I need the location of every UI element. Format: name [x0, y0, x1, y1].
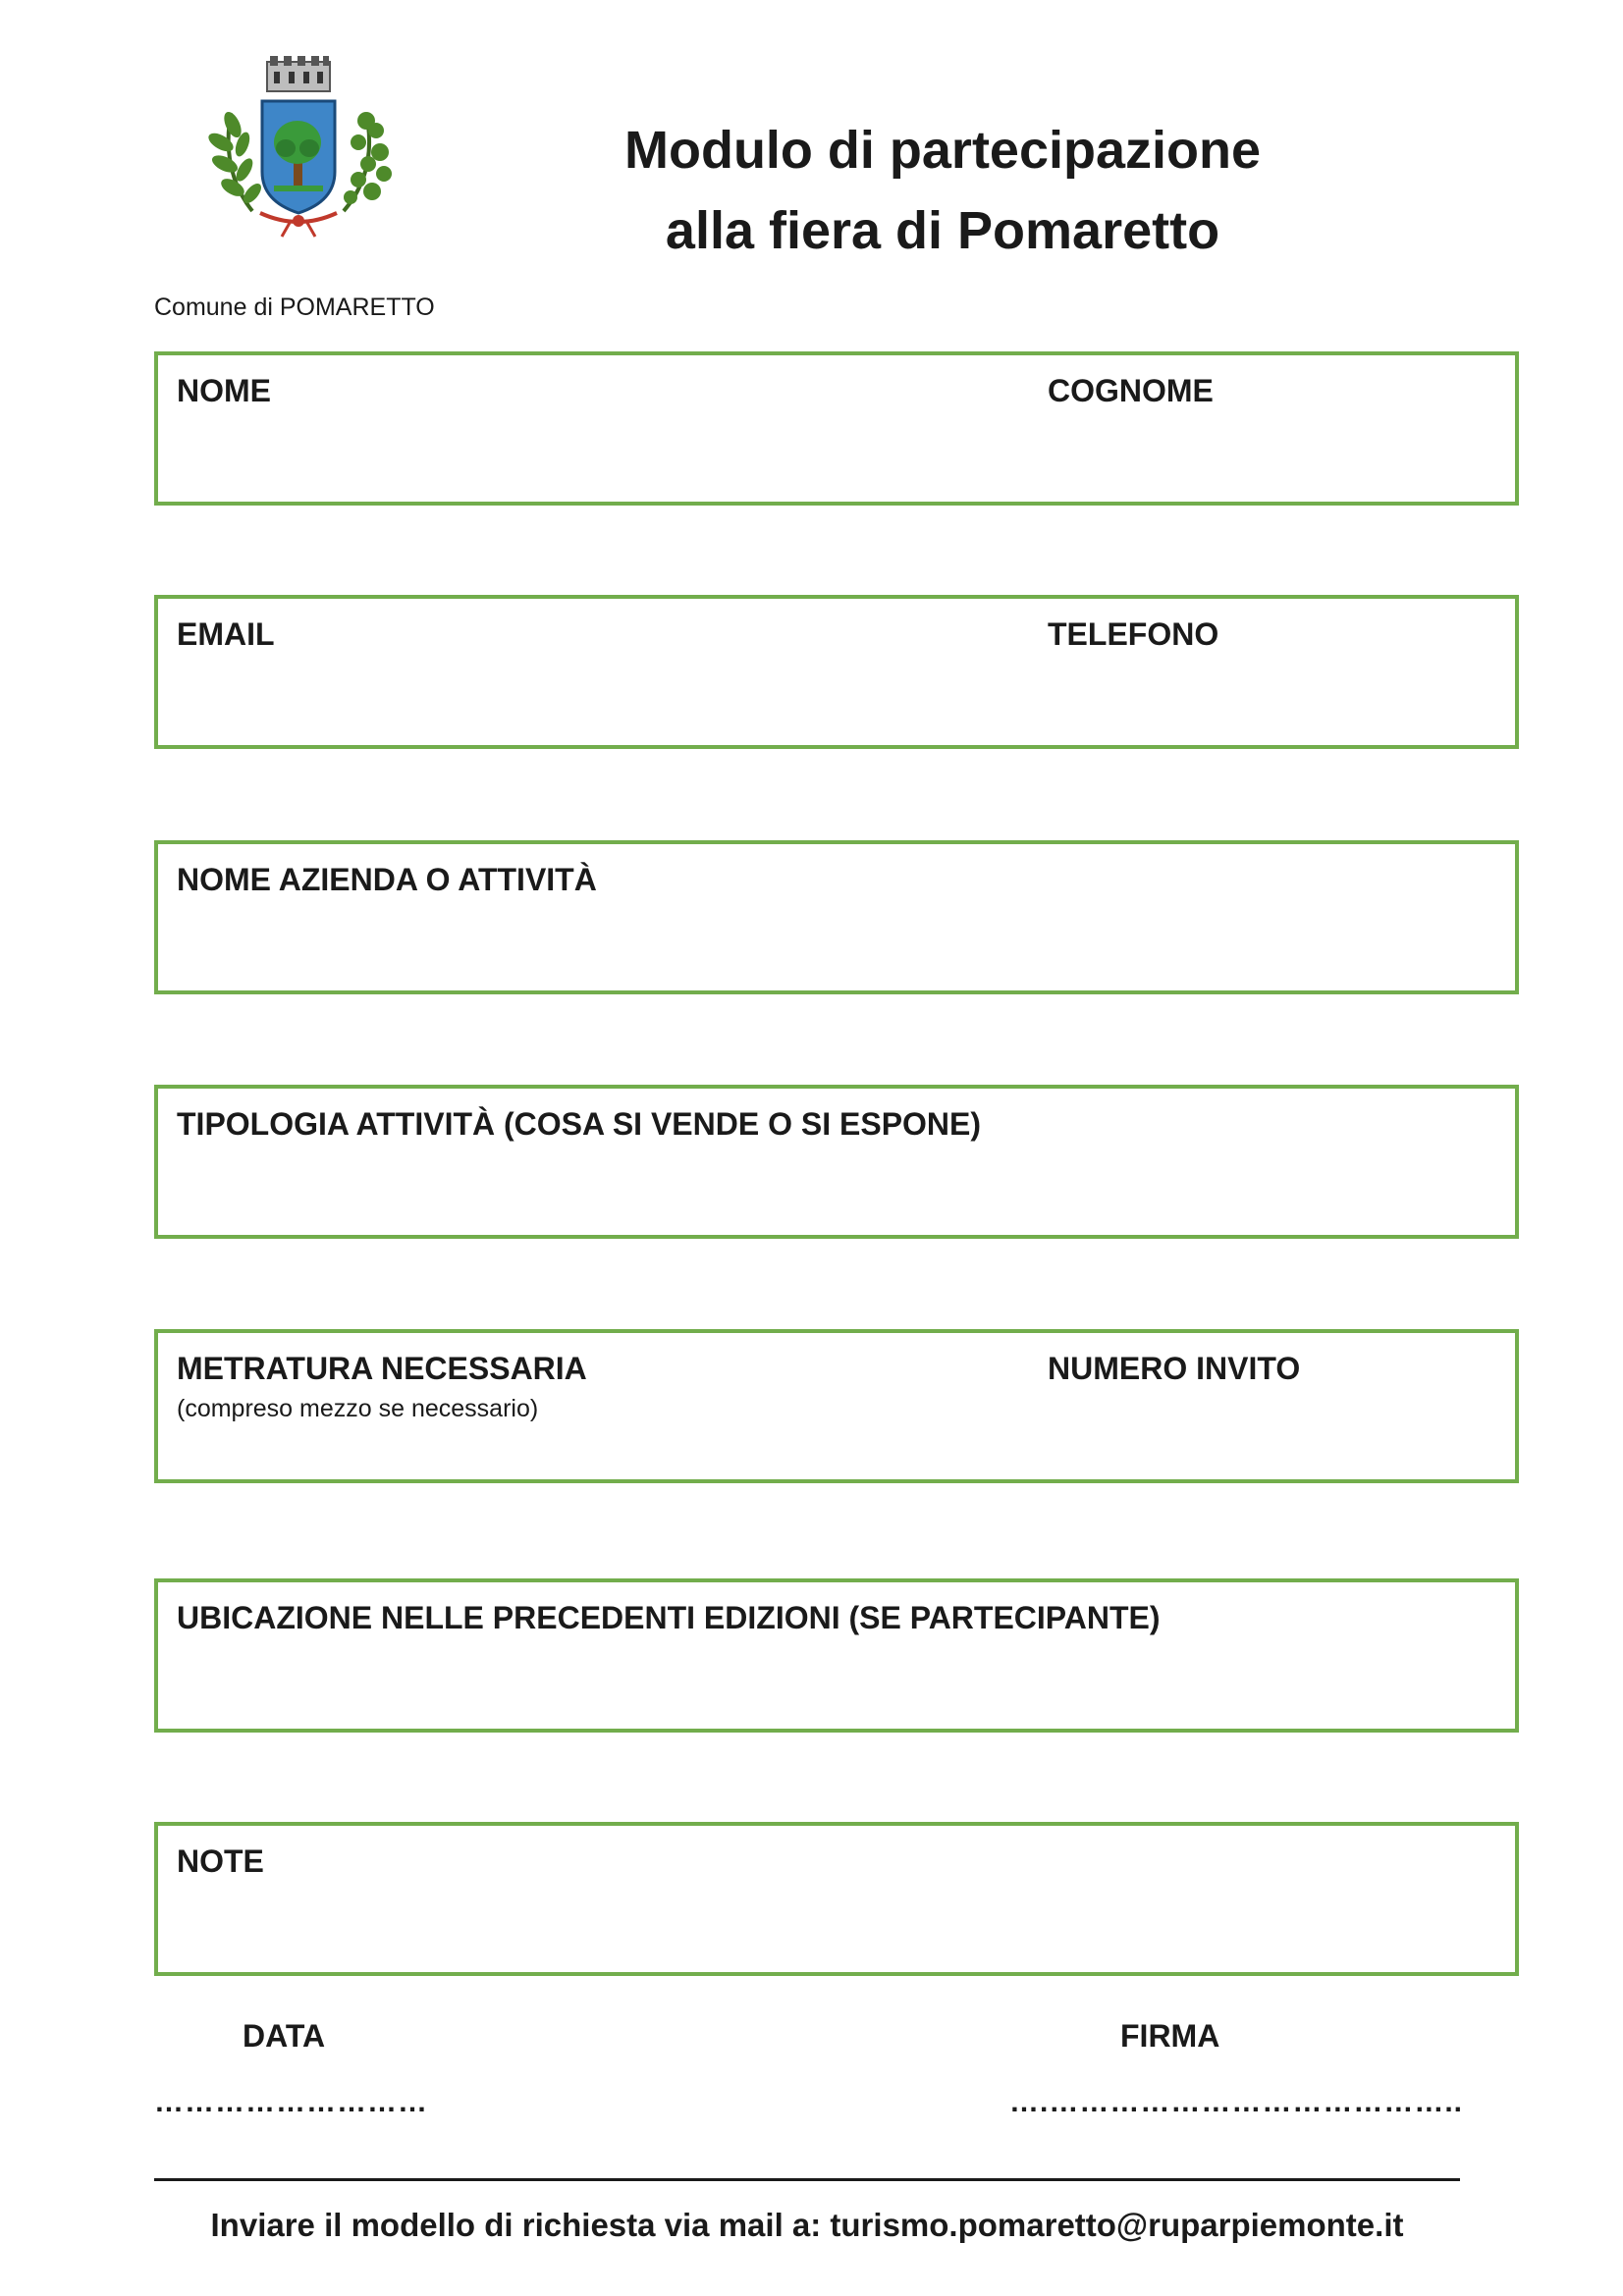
tipologia-label: TIPOLOGIA ATTIVITÀ (COSA SI VENDE O SI ESPONE) [177, 1106, 982, 1142]
tipologia-field-box[interactable] [154, 1085, 1519, 1239]
azienda-label: NOME AZIENDA O ATTIVITÀ [177, 862, 597, 897]
telefono-label: TELEFONO [1048, 616, 1219, 652]
metratura-label: METRATURA NECESSARIA [177, 1351, 587, 1386]
azienda-field-box[interactable] [154, 840, 1519, 994]
nome-label: NOME [177, 373, 271, 408]
firma-signature-line[interactable]: ….………………………………….. [1009, 2086, 1464, 2118]
numero-invito-label: NUMERO INVITO [1048, 1351, 1301, 1386]
metratura-fields-box[interactable] [154, 1329, 1519, 1483]
email-label: EMAIL [177, 616, 275, 652]
contact-fields-box[interactable] [154, 595, 1519, 749]
footer-instructions: Inviare il modello di richiesta via mail a: turismo.pomaretto@ruparpiemonte.it [210, 2207, 1404, 2243]
data-signature-line[interactable]: ……………………… [154, 2086, 428, 2118]
ubicazione-field-box[interactable] [154, 1578, 1519, 1733]
firma-label: FIRMA [1120, 2018, 1220, 2054]
note-field-box[interactable] [154, 1822, 1519, 1976]
note-label: NOTE [177, 1843, 264, 1879]
page-title-line1: Modulo di partecipazione [623, 121, 1262, 180]
footer-divider [154, 2178, 1460, 2181]
name-fields-box[interactable] [154, 351, 1519, 506]
comune-label: Comune di POMARETTO [154, 294, 435, 321]
page-title-line2: alla fiera di Pomaretto [665, 201, 1220, 260]
ubicazione-label: UBICAZIONE NELLE PRECEDENTI EDIZIONI (SE PARTECIPANTE) [177, 1600, 1161, 1635]
cognome-label: COGNOME [1048, 373, 1214, 408]
data-label: DATA [243, 2018, 326, 2054]
metratura-note: (compreso mezzo se necessario) [177, 1395, 539, 1422]
comune-coat-of-arms-icon [191, 54, 403, 240]
